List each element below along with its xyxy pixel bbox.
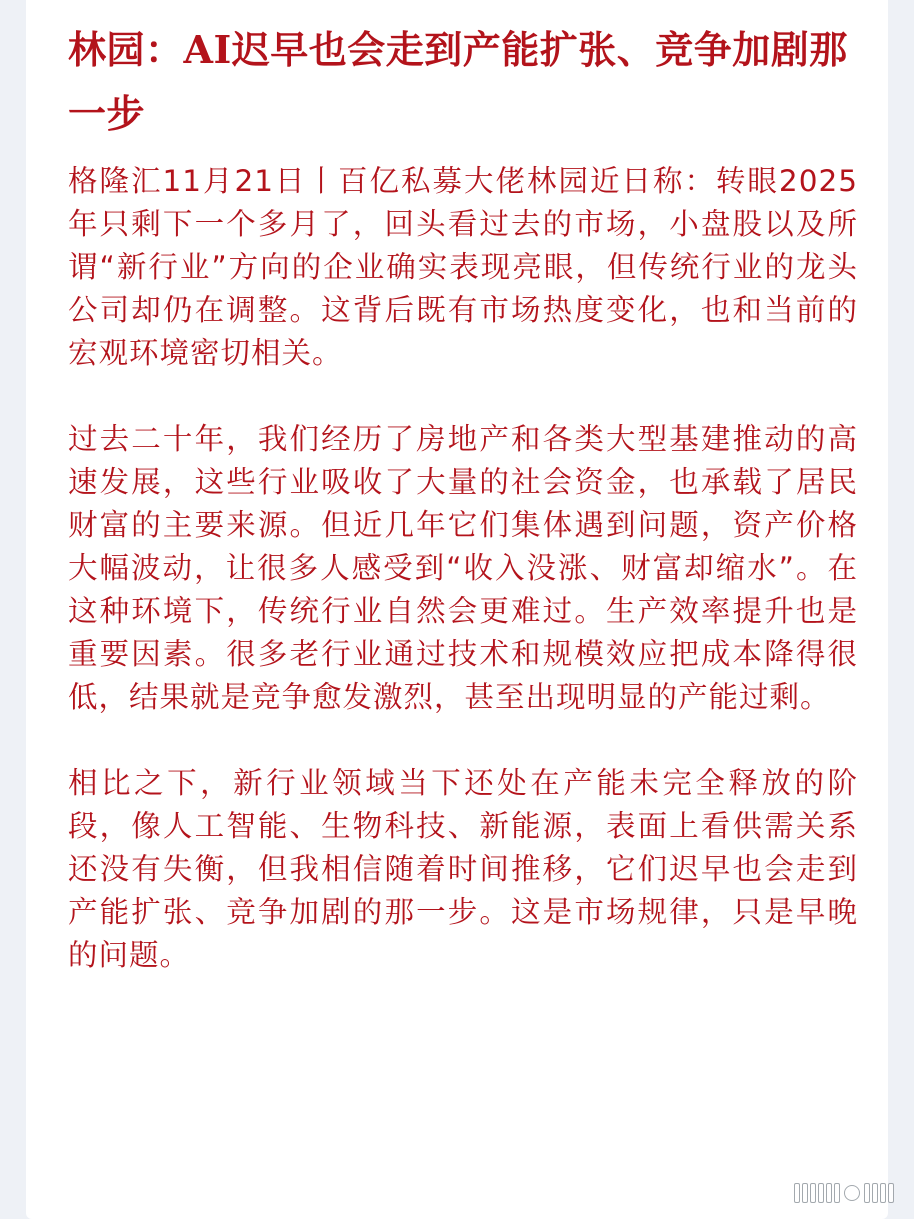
- watermark-bars-icon: [794, 1183, 840, 1203]
- article-paragraph-3: 相比之下，新行业领域当下还处在产能未完全释放的阶段，像人工智能、生物科技、新能源，表面上看供需关系还没有失衡，但我相信随着时间推移，它们迟早也会走到产能扩张、竞争加剧的那一步。这是市场规律，只是早晚的问题。: [68, 766, 858, 972]
- watermark-dot-icon: [844, 1185, 860, 1201]
- article-paragraph-2: 过去二十年，我们经历了房地产和各类大型基建推动的高速发展，这些行业吸收了大量的社会资金，也承载了居民财富的主要来源。但近几年它们集体遇到问题，资产价格大幅波动，让很多人感受到“收入没涨、财富却缩水”。在这种环境下，传统行业自然会更难过。生产效率提升也是重要因素。很多老行业通过技术和规模效应把成本降得很低，结果就是竞争愈发激烈，甚至出现明显的产能过剩。: [68, 422, 858, 714]
- platform-watermark-icon: [794, 1183, 894, 1203]
- article-title: 林园：AI迟早也会走到产能扩张、竞争加剧那一步: [68, 27, 848, 136]
- watermark-bars-icon-right: [864, 1183, 894, 1203]
- article-body: [68, 18, 858, 977]
- article-paragraph-1: 格隆汇11月21日丨百亿私募大佬林园近日称：转眼2025年只剩下一个多月了，回头看过去的市场，小盘股以及所谓“新行业”方向的企业确实表现亮眼，但传统行业的龙头公司却仍在调整。这背后既有市场热度变化，也和当前的宏观环境密切相关。: [68, 164, 858, 370]
- article-card: [26, 0, 888, 1219]
